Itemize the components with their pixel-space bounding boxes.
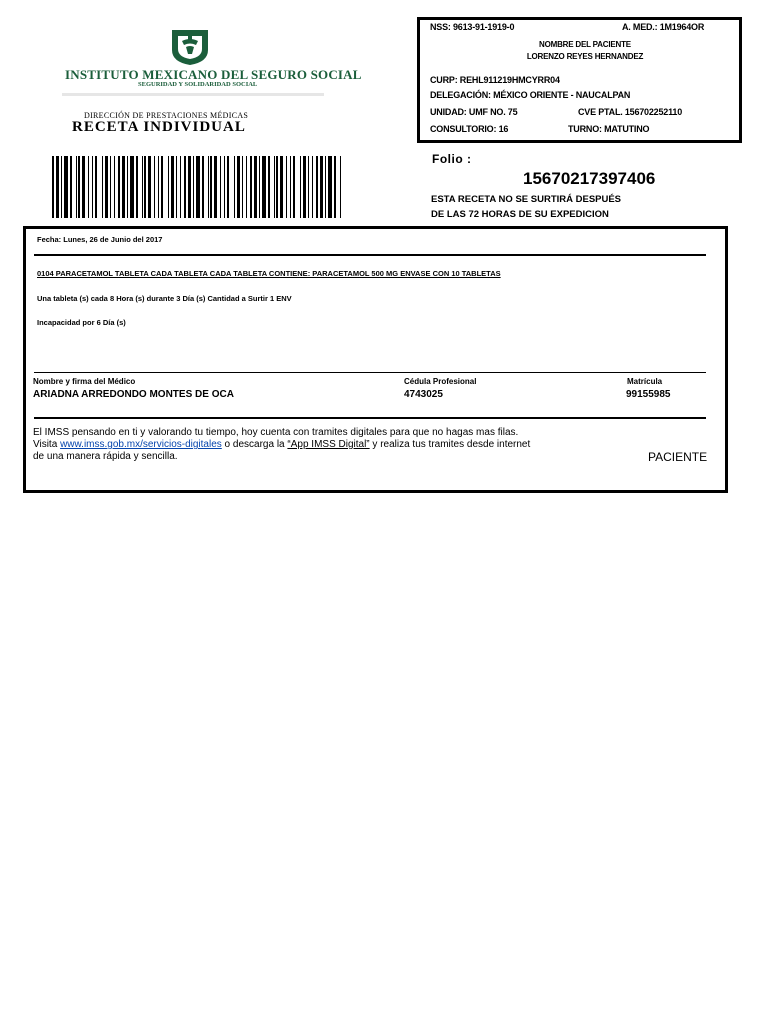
barcode-bar	[300, 156, 301, 218]
barcode-bar	[130, 156, 134, 218]
barcode-bar	[220, 156, 221, 218]
imss-eagle-logo-icon	[168, 28, 212, 66]
barcode-bar	[56, 156, 59, 218]
barcode-bar	[334, 156, 336, 218]
folio-number: 15670217397406	[523, 169, 656, 188]
barcode-bar	[202, 156, 204, 218]
expiry-notice-line-2: DE LAS 72 HORAS DE SU EXPEDICION	[431, 209, 609, 220]
barcode-bar	[246, 156, 247, 218]
barcode-bar	[184, 156, 186, 218]
barcode-bar	[242, 156, 243, 218]
barcode-bar	[325, 156, 326, 218]
barcode-bar	[234, 156, 235, 218]
barcode-bar	[52, 156, 54, 218]
cve-ptal-field: CVE PTAL. 156702252110	[578, 107, 683, 117]
copy-label: PACIENTE	[648, 450, 708, 464]
direction-title: DIRECCIÓN DE PRESTACIONES MÉDICAS	[84, 111, 249, 120]
barcode-bar	[250, 156, 252, 218]
barcode-bar	[136, 156, 138, 218]
doctor-name-label: Nombre y firma del Médico	[33, 377, 136, 386]
expiry-notice-line-1: ESTA RECETA NO SE SURTIRÁ DESPUÉS	[431, 194, 622, 205]
folio-label: Folio :	[432, 152, 472, 166]
cedula-label: Cédula Profesional	[404, 377, 477, 386]
barcode-bar	[154, 156, 155, 218]
info-divider	[34, 417, 706, 419]
barcode-bar	[171, 156, 174, 218]
download-text: o descarga la	[221, 439, 288, 450]
barcode-bar	[142, 156, 143, 218]
unidad-field: UNIDAD: UMF NO. 75	[430, 107, 518, 117]
date-divider	[34, 254, 706, 256]
barcode-bar	[193, 156, 194, 218]
curp-field: CURP: REHL911219HMCYRR04	[430, 75, 560, 85]
barcode-bar	[259, 156, 260, 218]
matricula-label: Matrícula	[627, 377, 663, 386]
barcode-bar	[293, 156, 295, 218]
barcode-bar	[76, 156, 77, 218]
barcode-bar	[180, 156, 181, 218]
barcode-bar	[312, 156, 313, 218]
medication-line: 0104 PARACETAMOL TABLETA CADA TABLETA CADA TABLETA CONTIENE: PARACETAMOL 500 MG ENVASE CON 10 TABLETAS	[37, 269, 501, 278]
barcode-bar	[276, 156, 278, 218]
matricula-value: 99155985	[626, 389, 671, 400]
barcode-bar	[122, 156, 125, 218]
visit-prefix: Visita	[33, 439, 61, 450]
barcode-bar	[158, 156, 159, 218]
incapacity-text: Incapacidad por 6 Día (s)	[37, 318, 126, 327]
barcode-bar	[61, 156, 62, 218]
document-title: RECETA INDIVIDUAL	[72, 119, 246, 135]
barcode-bar	[290, 156, 291, 218]
patient-name: LORENZO REYES HERNANDEZ	[526, 52, 644, 61]
barcode-bar	[102, 156, 103, 218]
barcode-bar	[286, 156, 287, 218]
barcode-bar	[303, 156, 306, 218]
barcode-bar	[224, 156, 225, 218]
info-line-3: de una manera rápida y sencilla.	[33, 451, 178, 462]
barcode-bar	[262, 156, 266, 218]
institution-tagline: SEGURIDAD Y SOLIDARIDAD SOCIAL	[138, 81, 258, 88]
barcode-bar	[161, 156, 163, 218]
barcode-bar	[196, 156, 200, 218]
barcode-bar	[168, 156, 169, 218]
barcode-bar	[105, 156, 108, 218]
imss-digital-services-link[interactable]: www.imss.gob.mx/servicios-digitales	[60, 439, 222, 450]
dosage-instructions: Una tableta (s) cada 8 Hora (s) durante 3 Día (s) Cantidad a Surtir 1 ENV	[37, 294, 292, 303]
barcode-bar	[88, 156, 89, 218]
barcode-image	[52, 156, 345, 218]
nss-field: NSS: 9613-91-1919-0	[430, 22, 515, 32]
barcode-bar	[254, 156, 257, 218]
barcode-bar	[280, 156, 283, 218]
barcode-bar	[82, 156, 85, 218]
barcode-bar	[208, 156, 209, 218]
barcode-bar	[70, 156, 72, 218]
barcode-bar	[144, 156, 146, 218]
tramites-text: y realiza tus tramites desde internet	[369, 439, 531, 450]
cedula-value: 4743025	[404, 389, 443, 400]
app-name: “App IMSS Digital”	[287, 439, 370, 450]
barcode-bar	[78, 156, 80, 218]
a-med-field: A. MED.: 1M1964OR	[622, 22, 705, 32]
prescription-date: Fecha: Lunes, 26 de Junio del 2017	[37, 235, 163, 244]
header-divider	[62, 93, 324, 96]
barcode-bar	[210, 156, 212, 218]
signature-divider	[34, 372, 706, 373]
barcode-bar	[320, 156, 323, 218]
barcode-bar	[95, 156, 97, 218]
barcode-bar	[237, 156, 240, 218]
barcode-bar	[274, 156, 275, 218]
barcode-bar	[214, 156, 217, 218]
consultorio-field: CONSULTORIO: 16	[430, 124, 509, 134]
barcode-bar	[316, 156, 318, 218]
barcode-bar	[176, 156, 177, 218]
barcode-bar	[127, 156, 128, 218]
barcode-bar	[92, 156, 93, 218]
digital-services-info	[33, 427, 593, 463]
turno-field: TURNO: MATUTINO	[568, 124, 650, 134]
info-line-2	[33, 439, 593, 451]
barcode-bar	[308, 156, 309, 218]
institution-name: INSTITUTO MEXICANO DEL SEGURO SOCIAL	[65, 67, 362, 82]
doctor-name: ARIADNA ARREDONDO MONTES DE OCA	[33, 389, 234, 400]
barcode-bar	[64, 156, 68, 218]
barcode-bar	[227, 156, 229, 218]
barcode-bar	[188, 156, 191, 218]
barcode-bar	[114, 156, 115, 218]
barcode-bar	[118, 156, 120, 218]
barcode-bar	[340, 156, 341, 218]
info-line-1: El IMSS pensando en ti y valorando tu tiempo, hoy cuenta con tramites digitales para que no hagas mas filas.	[33, 427, 519, 438]
barcode-bar	[268, 156, 270, 218]
barcode-bar	[110, 156, 111, 218]
patient-name-label: NOMBRE DEL PACIENTE	[539, 40, 631, 49]
delegacion-field: DELEGACIÓN: MÉXICO ORIENTE - NAUCALPAN	[430, 90, 631, 100]
barcode-bar	[148, 156, 151, 218]
barcode-bar	[328, 156, 332, 218]
